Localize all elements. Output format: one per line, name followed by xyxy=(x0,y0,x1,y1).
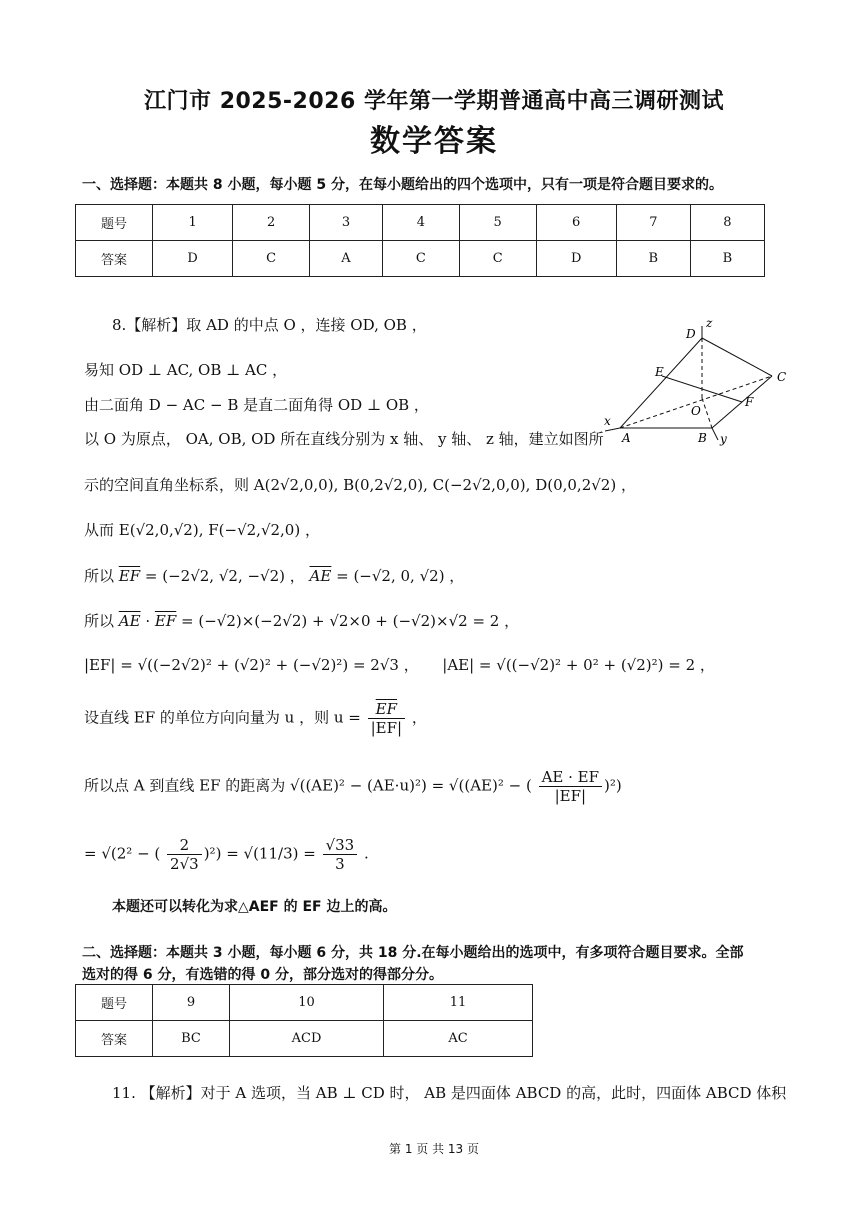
q8-line-2: 易知 OD ⊥ AC, OB ⊥ AC ， xyxy=(84,361,288,379)
figure-lines xyxy=(605,326,772,440)
q8-line-8: 所以 $\overline{AE} \cdot \overline{EF} = (-√2)\times(-2√2) + √2\times 0 + (-√2)\times√2 = 2$ ， xyxy=(84,612,520,630)
fraction: $\frac{√33}{3}$ xyxy=(323,836,358,873)
page-title: 江门市 2025-2026 学年第一学期普通高中高三调研测试 xyxy=(144,89,724,114)
label-O: O xyxy=(691,404,701,418)
label-B: B xyxy=(698,431,707,445)
label-x: x xyxy=(604,414,611,428)
table-cell: 4 xyxy=(382,205,459,241)
page-footer: 第 1 页 共 13 页 xyxy=(389,1142,479,1156)
q8-line-12: = √(2² − ( $\frac{2}{2√3}$ )²) = √(11/3) = $\frac{√33}{3}$ . xyxy=(84,836,369,873)
table-cell: C xyxy=(459,241,536,277)
q8-line-11: 所以点 A 到直线 EF 的距离为 √((AE)² − (AE·u)²) = √((AE)² − ( $\frac{AE \cdot EF}{|EF|}$ )²) xyxy=(84,768,622,805)
table-cell: ACD xyxy=(230,1021,384,1057)
table-cell: B xyxy=(690,241,764,277)
table-cell: 9 xyxy=(153,985,230,1021)
table-cell: B xyxy=(616,241,690,277)
table-row xyxy=(76,241,765,277)
section2-heading-2: 选对的得 6 分，有选错的得 0 分，部分选对的得部分分。 xyxy=(82,967,443,983)
table-cell: 3 xyxy=(310,205,383,241)
q8-line-7: 所以 $\overline{EF} = (-2√2$, √2, −√2) ， $\overline{AE} = (-√2$, 0, √2) ， xyxy=(84,567,465,585)
label-D: D xyxy=(686,327,696,341)
table-cell-label: 答案 xyxy=(76,1021,153,1057)
fraction: $\frac{2}{2√3}$ xyxy=(167,836,202,873)
fraction: $\frac{\overline{EF}}{|EF|}$ xyxy=(368,700,405,737)
table-row xyxy=(76,205,765,241)
table-cell: BC xyxy=(153,1021,230,1057)
table-cell: D xyxy=(536,241,616,277)
table-cell-label: 题号 xyxy=(76,205,153,241)
ae-magnitude: |AE| = √((−√2)² + 0² + (√2)²) = 2 ， xyxy=(442,656,715,674)
q11-line-1: 11. 【解析】对于 A 选项，当 AB ⊥ CD 时， AB 是四面体 ABCD 的高，此时，四面体 ABCD 体积 xyxy=(112,1084,787,1102)
q8-line-6: 从而 E(√2,0,√2), F(−√2,√2,0) ， xyxy=(84,521,320,539)
q8-line-1: 8.【解析】取 AD 的中点 O ，连接 OD, OB ， xyxy=(112,316,427,334)
label-C: C xyxy=(777,370,787,384)
geometry-figure xyxy=(600,318,800,448)
table-cell: 7 xyxy=(616,205,690,241)
table-cell-label: 题号 xyxy=(76,985,153,1021)
table-cell: 11 xyxy=(384,985,533,1021)
q8-note: 本题还可以转化为求△AEF 的 EF 边上的高。 xyxy=(112,899,397,915)
answer-table-1 xyxy=(75,204,765,277)
answer-table-2 xyxy=(75,984,533,1057)
q8-line-4: 以 O 为原点， OA, OB, OD 所在直线分别为 x 轴、 y 轴、 z 轴，建立如图所 xyxy=(84,430,604,448)
table-row xyxy=(76,1021,533,1057)
table-cell: AC xyxy=(384,1021,533,1057)
table-cell-label: 答案 xyxy=(76,241,153,277)
label-y: y xyxy=(720,432,727,446)
table-cell: 2 xyxy=(233,205,310,241)
label-F: F xyxy=(745,395,754,409)
table-cell: A xyxy=(310,241,383,277)
table-cell: C xyxy=(233,241,310,277)
label-z: z xyxy=(706,318,713,330)
label-A: A xyxy=(622,431,631,445)
fraction: $\frac{AE \cdot EF}{|EF|}$ xyxy=(539,768,602,805)
table-cell: 8 xyxy=(690,205,764,241)
section1-heading: 一、选择题：本题共 8 小题，每小题 5 分，在每小题给出的四个选项中，只有一项是符合题目要求的。 xyxy=(82,177,723,193)
q8-line-10: 设直线 EF 的单位方向向量为 u ，则 u = $\frac{\overline{EF}}{|EF|}$ ， xyxy=(84,700,427,737)
table-cell: 1 xyxy=(153,205,233,241)
page-subtitle: 数学答案 xyxy=(370,124,498,159)
section2-heading-1: 二、选择题：本题共 3 小题，每小题 6 分，共 18 分.在每小题给出的选项中，有多项符合题目要求。全部 xyxy=(82,945,744,961)
table-cell: C xyxy=(382,241,459,277)
table-cell: D xyxy=(153,241,233,277)
table-cell: 5 xyxy=(459,205,536,241)
label-E: E xyxy=(655,365,664,379)
table-cell: 6 xyxy=(536,205,616,241)
q8-line-3: 由二面角 D − AC − B 是直二面角得 OD ⊥ OB ， xyxy=(84,396,429,414)
table-row xyxy=(76,985,533,1021)
ef-magnitude: |EF| = √((−2√2)² + (√2)² + (−√2)²) = 2√3 ， xyxy=(84,656,419,674)
table-cell: 10 xyxy=(230,985,384,1021)
q8-line-9 xyxy=(84,654,715,675)
q8-line-5: 示的空间直角坐标系，则 A(2√2,0,0), B(0,2√2,0), C(−2√2,0,0), D(0,0,2√2) ， xyxy=(84,476,636,494)
